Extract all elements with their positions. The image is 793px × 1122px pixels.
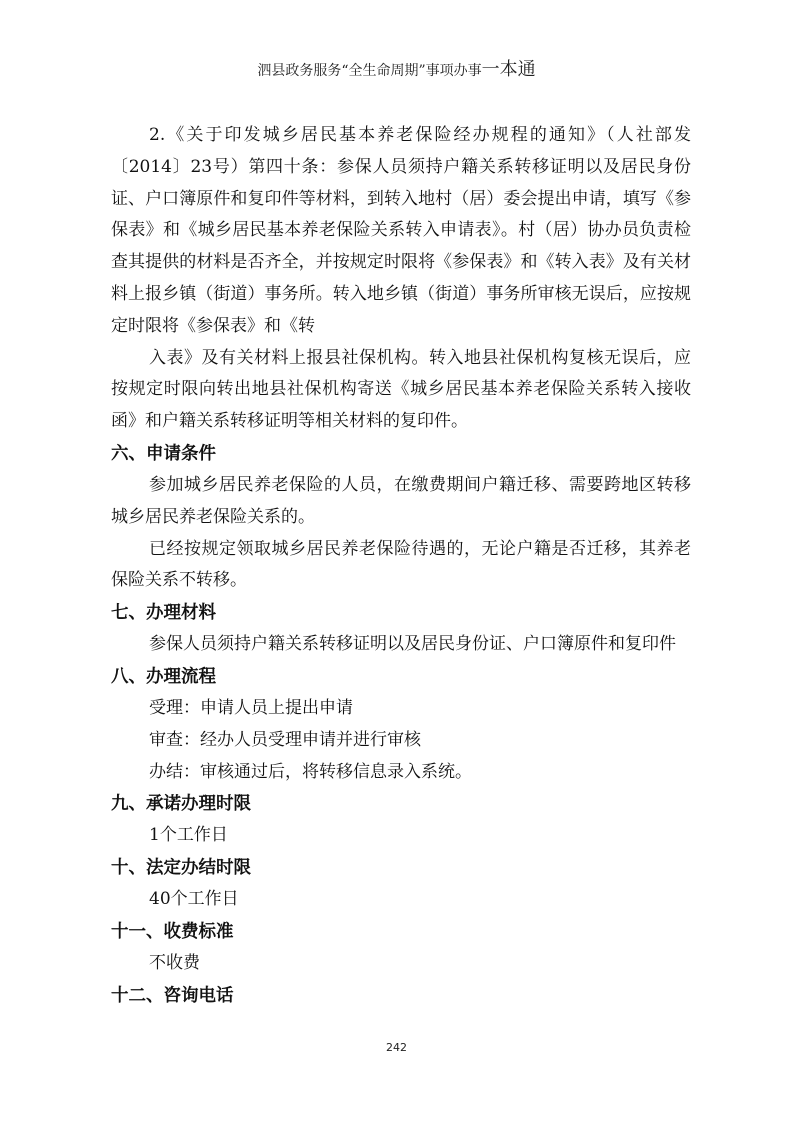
paragraph-condition-2: 已经按规定领取城乡居民养老保险待遇的，无论户籍是否迁移，其养老保险关系不转移。	[111, 538, 691, 591]
header-title: 泗县政务服务“全生命周期”事项办事	[257, 63, 482, 79]
section-heading-promised-time: 九、承诺办理时限	[111, 794, 251, 815]
paragraph-materials: 参保人员须持户籍关系转移证明以及居民身份证、户口簿原件和复印件	[149, 634, 676, 655]
promised-time-value: 1个工作日	[149, 825, 228, 846]
fee-value: 不收费	[149, 952, 200, 973]
section-heading-legal-time: 十、法定办结时限	[111, 858, 251, 879]
paragraph-regulation-continued: 入表》及有关材料上报县社保机构。转入地县社保机构复核无误后，应按规定时限向转出地县社保机构寄送《城乡居民基本养老保险关系转入接收函》和户籍关系转移证明等相关材料的复印件。	[111, 347, 691, 432]
paragraph-condition-1: 参加城乡居民养老保险的人员，在缴费期间户籍迁移、需要跨地区转移城乡居民养老保险关系的。	[111, 474, 691, 527]
section-heading-fee: 十一、收费标准	[111, 921, 234, 942]
section-heading-application-conditions: 六、申请条件	[111, 443, 216, 464]
process-step-review: 审查：经办人员受理申请并进行审核	[149, 729, 421, 750]
section-heading-process: 八、办理流程	[111, 666, 216, 687]
page-number: 242	[386, 1041, 407, 1054]
page-header	[0, 60, 793, 81]
header-title-emphasis: 一本通	[481, 59, 536, 80]
legal-time-value: 40个工作日	[149, 889, 239, 910]
section-heading-materials: 七、办理材料	[111, 603, 216, 624]
section-heading-consult-phone: 十二、咨询电话	[111, 985, 234, 1006]
process-step-accept: 受理：申请人员上提出申请	[149, 697, 353, 718]
paragraph-regulation: 2.《关于印发城乡居民基本养老保险经办规程的通知》（人社部发〔2014〕23号）第四十条：参保人员须持户籍关系转移证明以及居民身份证、户口簿原件和复印件等材料，到转入地村（居）委会提出申请，填写《参保表》和《城乡居民基本养老保险关系转入申请表》。村（居）协办员负责检查其提供的材料是否齐全，并按规定时限将《参保表》和《转入表》及有关材料上报乡镇（街道）事务所。转入地乡镇（街道）事务所审核无误后，应按规定时限将《参保表》和《转	[111, 125, 691, 336]
process-step-complete: 办结：审核通过后，将转移信息录入系统。	[149, 761, 472, 782]
document-body	[111, 120, 691, 1012]
